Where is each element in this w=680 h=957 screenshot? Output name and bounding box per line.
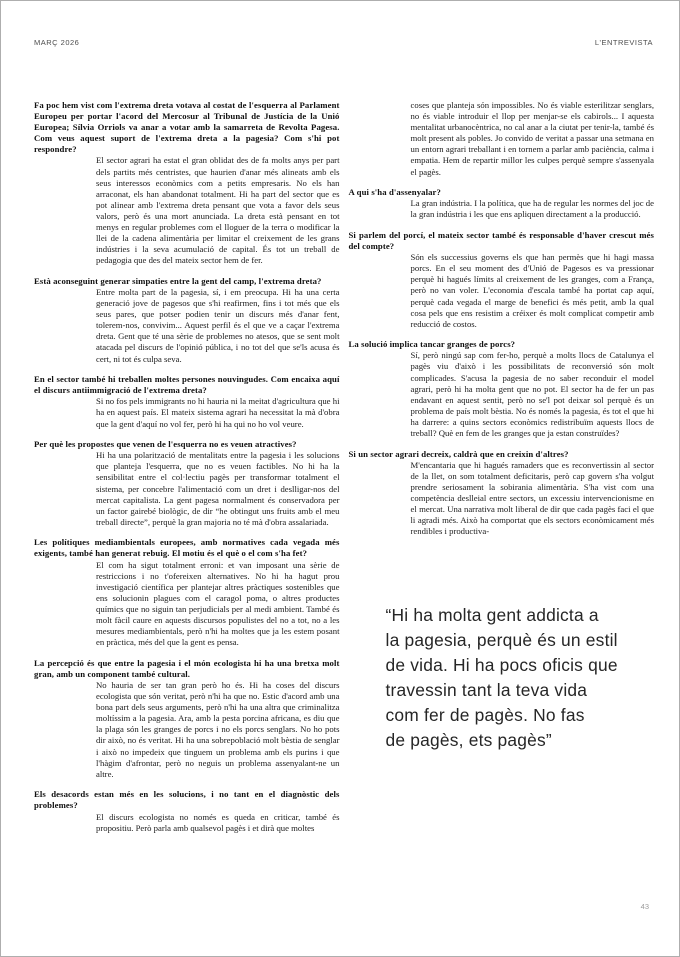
header-section-title: L'ENTREVISTA [594, 38, 653, 47]
interview-answer: Si no fos pels immigrants no hi hauria ni la meitat d'agricultura que hi ha en aquest país. El mateix sistema agrari ha necessitat la mà d'obra que la gent d'aquí no vol fer, però hi ha qui no ho vol veure. [96, 396, 340, 429]
interview-answer: El discurs ecologista no només es queda en criticar, també és propositiu. Però parla amb qualsevol pagès i et dirà que moltes [96, 811, 340, 833]
masthead [34, 38, 653, 47]
interview-question: Per què les propostes que venen de l'esquerra no es veuen atractives? [34, 439, 297, 450]
interview-question: Les polítiques mediambientals europees, amb normatives cada vegada més exigents, també han generat rebuig. El motiu és el què o el com s'ha fet? [34, 537, 340, 559]
interview-answer: M'encantaria que hi hagués ramaders que es reconvertissin al sector de la llet, on som totalment deficitaris, però cap govern s'ha volgut prendre seriosament la sobirania alimentària. S'ha vist com una competència deslleial entre sectors, un excessiu intervencionisme en el mercat. Una narrativa molt liberal de dir que cada pagès faci el que li agradi més. Això ha comportat que els sectors econòmicament més rendibles i productiva- [410, 459, 654, 537]
interview-answer: No hauria de ser tan gran però ho és. Hi ha coses del discurs ecologista que són veritat, però n'hi ha que no. Estic d'acord amb una bona part dels seus arguments, però n'hi ha una altra que criminalitza moltíssim a la pagesia. Ara, amb la pesta porcina africana, es diu que la plaga són les granges de porcs i no els porcs senglars. No ho pots dir això, no és veritat. Hi ha una sobrepoblació molt bèstia de senglar i això no impedeix que tinguem un problema amb els purins i que l'hàgim d'afrontar, però no neguis un problema assenyalant-ne un altre. [96, 680, 340, 779]
article-body [34, 100, 654, 834]
page-number: 43 [640, 902, 649, 911]
interview-question: La solució implica tancar granges de porcs? [348, 339, 516, 350]
interview-question: Fa poc hem vist com l'extrema dreta votava al costat de l'esquerra al Parlament Europeu per portar l'acord del Mercosur al Tribunal de Justícia de la Unió Europea; Sílvia Orriols va anar a votar amb la samarreta de Revolta Pagesa. Com veus aquest suport de l'extrema dreta a la pagesia? Com s'hi pot respondre? [34, 100, 340, 155]
interview-answer: El sector agrari ha estat el gran oblidat des de fa molts anys per part dels partits més centristes, que haurien d'anar més alineats amb els seus interessos econòmics com a petits empresaris. No els han arraconat, els han abandonat totalment. Hi ha part del sector que es pot alinear amb l'extrema dreta pensant que vota a favor dels seus valors, però és una mort anunciada. La dreta està pensant en tot menys en regular problemes com el lloguer de la terra o modificar la llei de la cadena alimentària per limitar el creixement de les grans indústries i la seva acumulació de capital. És tot un treball de pedagogia que des del mateix sector hem de fer. [96, 155, 340, 266]
interview-question: La percepció és que entre la pagesia i el món ecologista hi ha una bretxa molt gran, amb un component també cultural. [34, 657, 340, 679]
header-date: MARÇ 2026 [34, 38, 80, 47]
right-column [349, 100, 655, 834]
interview-answer: Són els successius governs els que han permès que hi hagi massa porcs. En el seu moment des d'Unió de Pagesos es va pressionar perquè hi hagués límits al creixement de les granges, com a França, però no van voler. L'economia d'escala també ha portat cap aquí, perquè cada vegada el marge de benefici és més petit, amb la qual cosa pels que ens resistim a créixer és molt complicat competir amb reducció de costos. [410, 252, 654, 329]
interview-question: A qui s'ha d'assenyalar? [348, 187, 441, 198]
interview-answer: coses que planteja són impossibles. No és viable esterilitzar senglars, no és viable introduir el llop per menjar-se els cabirols... I aquesta mentalitat urbanocèntrica, no cal anar a la ciutat per tenir-la, també és molt present als pobles. Jo convido de veritat a passar una setmana en un entorn agrari treballant i en tornem a parlar amb paciència, calma i empatia. Hem de repartir millor les culpes perquè sempre s'assenyala el pagès. [410, 100, 654, 177]
interview-answer: La gran indústria. I la política, que ha de regular les normes del joc de la gran indústria i les que ens apliquen directament a la producció. [410, 198, 654, 220]
pull-quote: “Hi ha molta gent addicta a la pagesia, perquè és un estil de vida. Hi ha pocs oficis que travessin tant la teva vida com fer de pagès. No fas de pagès, ets pagès” [385, 605, 618, 751]
interview-question: Els desacords estan més en les solucions, i no tant en el diagnòstic dels problemes? [34, 789, 340, 811]
interview-question: Si un sector agrari decreix, caldrà que en creixin d'altres? [348, 448, 569, 459]
interview-answer: Hi ha una polarització de mentalitats entre la pagesia i les solucions que planteja l'esquerra, que no es veuen factibles. No hi ha la sensibilitat entre el col·lectiu pagès per transformar totalment el sistema, per concebre l'alimentació com un dret i deslligar-nos del mercat capitalista. La gent pagesa normalment és conservadora per un factor gairebé biològic, de dir “he obtingut uns fruits amb el meu treball directe”, perquè la gran majoria no té mà d'obra assalariada. [96, 450, 340, 527]
interview-answer: El com ha sigut totalment erroni: et van imposant una sèrie de restriccions i no t'ofereixen alternatives. No hi ha hagut prou investigació científica per plantejar altres pràctiques sostenibles que ens solucionin plagues com el caragol poma, o altres productes químics que no siguin tan perjudicials per al medi ambient. També és molt fàcil caure en aquests discursos populistes del no a tot, no a les mesures mediambientals, però n'hi ha moltes que ja les estem posant en pràctica, més del que la gent es pensa. [96, 559, 340, 648]
left-column [34, 100, 340, 834]
interview-answer: Entre molta part de la pagesia, sí, i em preocupa. Hi ha una certa generació jove de pagesos que s'hi reafirmen, fins i tot més que els seus pares, que potser podien tenir un discurs més d'anar fent, tolerem-nos, convivim... Aquest perfil és el que ve a caçar l'extrema dreta. Gent que té una sèrie de problemes no atesos, que se sent molt atacada pel discurs de l'opinió pública, i no tot del que se'ls acusa és cert, ni tot és culpa seva. [96, 287, 340, 364]
interview-question: En el sector també hi treballen moltes persones nouvingudes. Com encaixa aquí el discurs antiimmigració de l'extrema dreta? [34, 374, 340, 396]
interview-answer: Sí, però ningú sap com fer-ho, perquè a molts llocs de Catalunya el pagès viu d'això i les possibilitats de reconversió són molt complicades. S'acusa la pagesia de no saber reconduir el model agrari, però hi ha molta gent que no pot. El sector ha de fer un pas endavant en aquest sentit, però no se'l pot deixar sol perquè és un problema de país molt bèstia. No és només la pagesia, és tot el que hi ha darrere: a quins sectors econòmics redistribuïm aquests llocs de treball? Què en fem de les granges que ja estan construïdes? [410, 350, 654, 439]
interview-question: Si parlem del porcí, el mateix sector també és responsable d'haver crescut més del compte? [348, 229, 654, 252]
interview-question: Està aconseguint generar simpaties entre la gent del camp, l'extrema dreta? [34, 275, 322, 286]
